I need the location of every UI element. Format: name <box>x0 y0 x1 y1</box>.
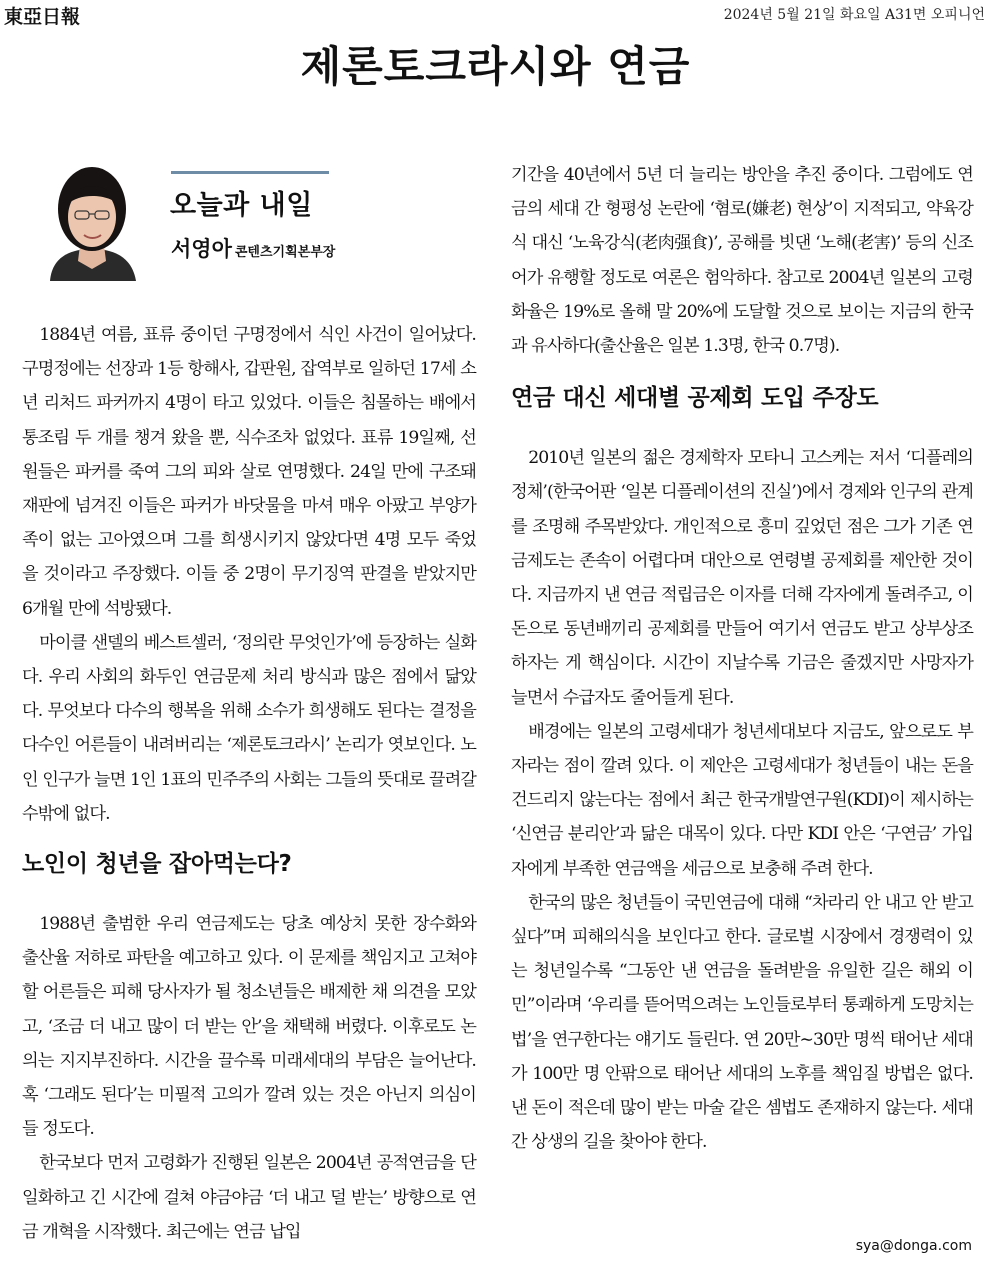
column-name: 오늘과 내일 <box>170 190 313 221</box>
author-email: sya@donga.com <box>855 1238 972 1254</box>
subheading: 노인이 청년을 잡아먹는다? <box>22 851 292 878</box>
author-name: 서영아 <box>171 237 232 261</box>
page-title: 제론토크라시와 연금 <box>300 42 691 91</box>
author-title: 콘텐츠기획본부장 <box>234 245 336 260</box>
paragraph: 1884년 여름, 표류 중이던 구명정에서 식인 사건이 일어났다. 구명정에는 선장과 1등 항해사, 갑판원, 잡역부로 일하던 17세 소년 리처드 파커까지 4명이 타고 있었다. 이들은 침몰하는 배에서 통조림 두 개를 챙겨 왔을 뿐, 식수조차 없었다. 표류 19일째, 선원들은 파커를 죽여 그의 피와 살로 연명했다. 24일 만에 구조돼 재판에 넘겨진 이들은 파커가 바닷물을 마셔 매우 아팠고 부양가족이 없는 고아였으며 그를 희생시키지 않았다면 4명 모두 죽었을 것이라고 주장했다. 이들 중 2명이 무기징역 판결을 받았지만 6개월 만에 석방됐다. <box>22 325 476 619</box>
column-rule <box>171 171 329 174</box>
newspaper-logo: 東亞日報 <box>4 6 81 28</box>
author-byline <box>171 233 335 263</box>
left-column <box>22 318 476 1249</box>
paragraph: 2010년 일본의 젊은 경제학자 모타니 고스케는 저서 ‘디플레의 정체’(한국어판 ‘일본 디플레이션의 진실’)에서 경제와 인구의 관계를 조명해 주목받았다. 개인적으로 흥미 깊었던 점은 그가 기존 연금제도는 존속이 어렵다며 대안으로 연령별 공제회를 제안한 것이다. 지금까지 낸 연금 적립금은 이자를 더해 각자에게 돌려주고, 이 돈으로 동년배끼리 공제회를 만들어 여기서 연금도 받고 상부상조하자는 게 핵심이다. 시간이 지날수록 기금은 줄겠지만 사망자가 늘면서 수급자도 줄어들게 된다. <box>511 448 973 708</box>
right-column <box>511 158 973 1159</box>
paragraph: 배경에는 일본의 고령세대가 청년세대보다 지금도, 앞으로도 부자라는 점이 깔려 있다. 이 제안은 고령세대가 청년들이 내는 돈을 건드리지 않는다는 점에서 최근 한국개발연구원(KDI)이 제시하는 ‘신연금 분리안’과 닮은 대목이 있다. 다만 KDI 안은 ‘구연금’ 가입자에게 부족한 연금액을 세금으로 보충해 주려 한다. <box>511 721 973 879</box>
dateline: 2024년 5월 21일 화요일 A31면 오피니언 <box>723 7 985 23</box>
paragraph: 1988년 출범한 우리 연금제도는 당초 예상치 못한 장수화와 출산율 저하로 파탄을 예고하고 있다. 이 문제를 책임지고 고쳐야 할 어른들은 피해 당사자가 될 청소년들은 배제한 채 의견을 모았고, ‘조금 더 내고 많이 더 받는 안’을 채택해 버렸다. 이후로도 논의는 지지부진하다. 시간을 끌수록 미래세대의 부담은 늘어난다. 혹 ‘그래도 된다’는 미필적 고의가 깔려 있는 것은 아닌지 의심이 들 정도다. <box>22 914 476 1140</box>
paragraph: 마이클 샌델의 베스트셀러, ‘정의란 무엇인가’에 등장하는 실화다. 우리 사회의 화두인 연금문제 처리 방식과 많은 점에서 닮았다. 무엇보다 다수의 행복을 위해 소수가 희생해도 된다는 결정을 다수인 어른들이 내려버리는 ‘제론토크라시’ 논리가 엿보인다. 노인 인구가 늘면 1인 1표의 민주주의 사회는 그들의 뜻대로 끌려갈 수밖에 없다. <box>22 632 476 824</box>
paragraph: 한국보다 먼저 고령화가 진행된 일본은 2004년 공적연금을 단일화하고 긴 시간에 걸쳐 야금야금 ‘더 내고 덜 받는’ 방향으로 연금 개혁을 시작했다. 최근에는 연금 납입 <box>22 1153 476 1242</box>
subheading: 연금 대신 세대별 공제회 도입 주장도 <box>511 385 879 412</box>
paragraph: 한국의 많은 청년들이 국민연금에 대해 “차라리 안 내고 안 받고 싶다”며 피해의식을 보인다고 한다. 글로벌 시장에서 경쟁력이 있는 청년일수록 “그동안 낸 연금을 돌려받을 유일한 길은 해외 이민”이라며 ‘우리를 뜯어먹으려는 노인들로부터 통쾌하게 도망치는 법’을 연구한다는 얘기도 들린다. 연 20만∼30만 명씩 태어난 세대가 100만 명 안팎으로 태어난 세대의 노후를 책임질 방법은 없다. 낸 돈이 적은데 많이 받는 마술 같은 셈법도 존재하지 않는다. 세대 간 상생의 길을 찾아야 한다. <box>511 892 973 1153</box>
masthead <box>0 0 991 28</box>
author-photo <box>40 153 144 281</box>
paragraph: 기간을 40년에서 5년 더 늘리는 방안을 추진 중이다. 그럼에도 연금의 세대 간 형평성 논란에 ‘혐로(嫌老) 현상’이 지적되고, 약육강식 대신 ‘노육강식(老肉强食)’, 공해를 빗댄 ‘노해(老害)’ 등의 신조어가 유행할 정도로 여론은 험악하다. 참고로 2004년 일본의 고령화율은 19%로 올해 말 20%에 도달할 것으로 보이는 지금의 한국과 유사하다(출산율은 일본 1.3명, 한국 0.7명). <box>511 165 973 357</box>
